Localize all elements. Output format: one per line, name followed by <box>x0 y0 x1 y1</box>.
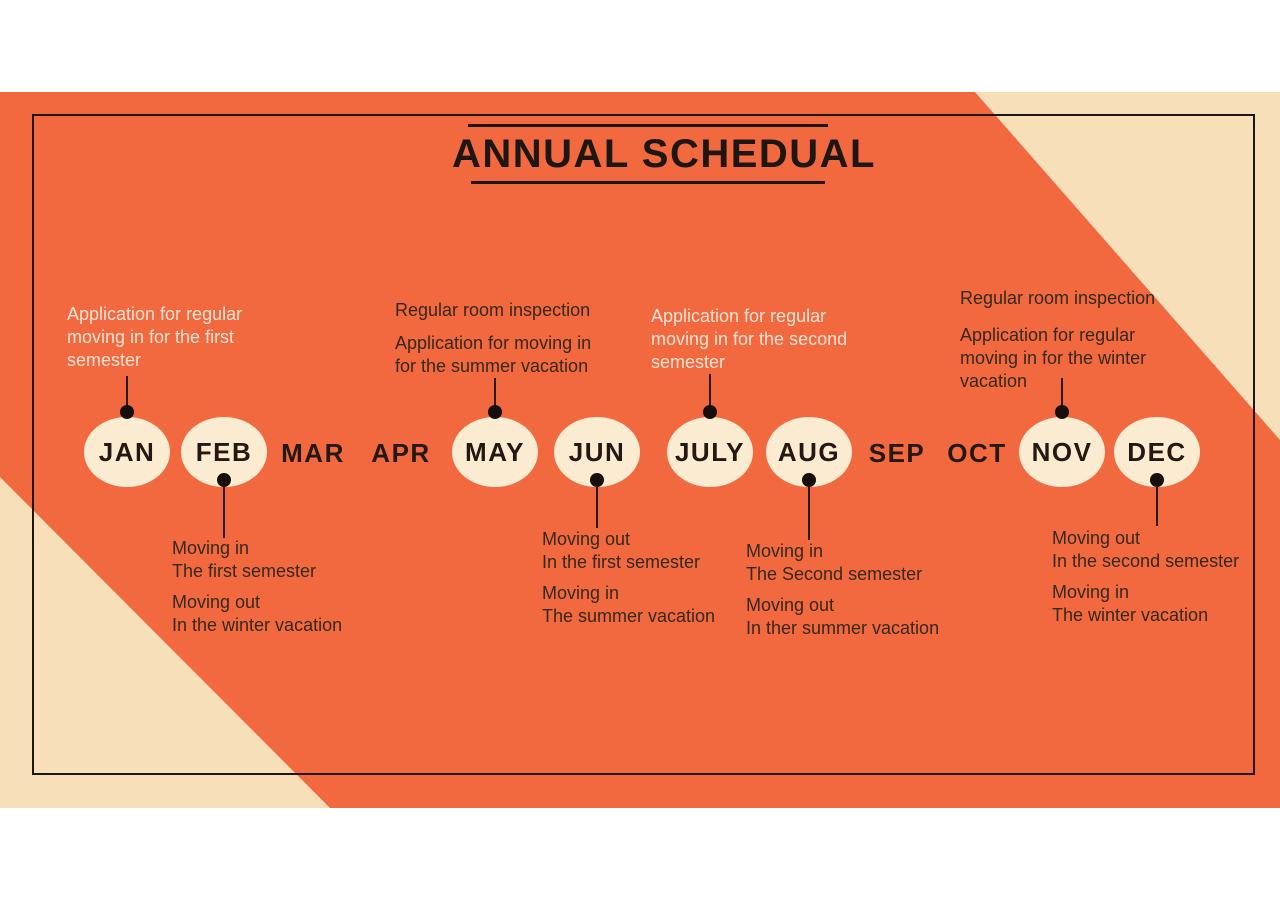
connector-dot-may <box>488 405 502 419</box>
note-feb-line2: The first semester <box>172 561 317 581</box>
note-jun <box>542 528 715 628</box>
note-aug-line2: The Second semester <box>746 564 923 584</box>
note-aug-line1: Moving in <box>746 541 824 561</box>
connector-dot-july <box>703 405 717 419</box>
month-label-may: MAY <box>465 436 525 467</box>
month-oct <box>947 438 1006 469</box>
month-apr <box>371 438 430 469</box>
note-dec <box>1052 527 1239 627</box>
page-title: ANNUAL SCHEDUAL <box>452 132 876 176</box>
note-may-inspection: Regular room inspection <box>395 300 591 320</box>
note-feb-line1: Moving in <box>172 538 250 558</box>
note-dec-line3: Moving in <box>1052 582 1130 602</box>
note-dec-line1: Moving out <box>1052 528 1141 548</box>
month-label-jan: JAN <box>98 436 156 467</box>
connector-line-dec <box>1156 487 1158 526</box>
note-jun-line3: Moving in <box>542 583 620 603</box>
note-dec-line4: The winter vacation <box>1052 605 1209 625</box>
connector-dot-jan <box>120 405 134 419</box>
note-aug-line3: Moving out <box>746 595 835 615</box>
month-may <box>452 417 538 487</box>
note-dec-line2: In the second semester <box>1052 551 1240 571</box>
note-may-application: Application for moving in for the summer vacation <box>395 333 592 376</box>
connector-dot-dec <box>1150 473 1164 487</box>
note-jun-line2: In the first semester <box>542 552 701 572</box>
note-aug-line4: In ther summer vacation <box>746 618 940 638</box>
connector-line-nov <box>1061 378 1063 408</box>
connector-dot-nov <box>1055 405 1069 419</box>
month-sep <box>869 438 926 469</box>
note-feb <box>172 537 342 637</box>
note-nov-application: Application for regular moving in for the winter vacation <box>960 325 1147 391</box>
month-label-feb: FEB <box>195 436 253 467</box>
connector-line-may <box>494 378 496 408</box>
note-feb-line3: Moving out <box>172 592 261 612</box>
month-jan <box>84 417 170 487</box>
note-aug <box>746 540 939 640</box>
connector-dot-aug <box>802 473 816 487</box>
month-label-jun: JUN <box>568 436 626 467</box>
month-label-nov: NOV <box>1031 436 1093 467</box>
note-jan: Application for regular moving in for the first semester <box>67 304 243 370</box>
month-nov <box>1019 417 1105 487</box>
month-label-aug: AUG <box>777 436 841 467</box>
connector-line-jun <box>596 487 598 528</box>
note-jun-line1: Moving out <box>542 529 631 549</box>
note-nov-inspection: Regular room inspection <box>960 288 1156 308</box>
connector-line-july <box>709 374 711 408</box>
connector-dot-feb <box>217 473 231 487</box>
month-july <box>667 417 753 487</box>
title-rule-bottom <box>471 181 825 184</box>
connector-dot-jun <box>590 473 604 487</box>
month-mar <box>281 438 345 469</box>
note-jun-line4: The summer vacation <box>542 606 716 626</box>
note-feb-line4: In the winter vacation <box>172 615 343 635</box>
month-label-mar: MAR <box>281 438 345 468</box>
connector-line-aug <box>808 487 810 540</box>
title-block <box>452 124 876 184</box>
note-july: Application for regular moving in for the second semester <box>651 306 848 372</box>
month-label-sep: SEP <box>868 438 926 468</box>
month-label-dec: DEC <box>1127 436 1187 467</box>
month-label-apr: APR <box>371 438 431 468</box>
connector-line-feb <box>223 487 225 538</box>
month-label-july: JULY <box>674 436 746 467</box>
connector-line-jan <box>126 376 128 408</box>
month-label-oct: OCT <box>947 438 1007 468</box>
